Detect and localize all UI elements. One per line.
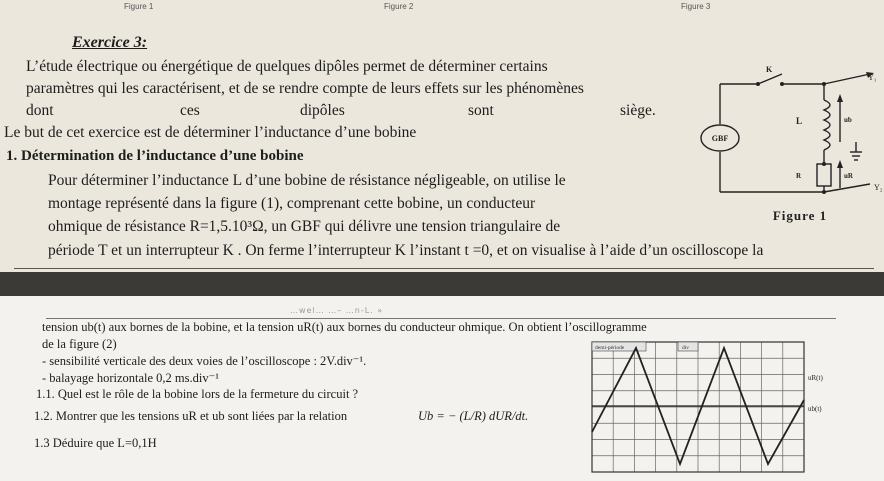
figure1-coil-label: L (796, 116, 803, 126)
exercise-title: Exercice 3: (72, 34, 148, 51)
page-bottom-rule (14, 268, 874, 269)
figure1-top-label: Figure 1 (124, 2, 154, 11)
intro-line-3-word-2: ces (180, 102, 200, 119)
trace-label-ur: uR(t) (808, 374, 823, 382)
intro-line-3-word-5: siège. (620, 102, 656, 119)
figure1-caption: Figure 1 (772, 208, 828, 223)
p2-line-6: 1.2. Montrer que les tensions uR et ub sont liées par la relation (34, 409, 348, 423)
intro-line-3-word-1: dont (26, 102, 54, 119)
figure1-switch-label: K (766, 65, 773, 74)
intro-line-1: L’étude électrique ou énergétique de quelques dipôles permet de déterminer certains (26, 58, 548, 75)
figure1-y2-label: Y₂ (874, 183, 883, 192)
body-line-2: montage représenté dans la figure (1), comprenant cette bobine, un conducteur (48, 195, 536, 212)
relation-formula: Ub = − (L/R) dUR/dt. (418, 409, 529, 423)
intro-line-3-word-3: dipôles (300, 102, 345, 119)
scope-label-top: div (682, 345, 690, 351)
body-line-3: ohmique de résistance R=1,5.10³Ω, un GBF qui délivre une tension triangulaire de (48, 218, 561, 235)
p2-line-3: - sensibilité verticale des deux voies de l’oscilloscope : 2V.div⁻¹. (42, 354, 367, 368)
intro-line-3-word-4: sont (468, 102, 494, 119)
figure3-top-label: Figure 3 (681, 2, 711, 11)
trace-label-ub: ub(t) (808, 405, 822, 413)
intro-line-4: Le but de cet exercice est de déterminer l’inductance d’une bobine (4, 124, 417, 141)
p2-line-7: 1.3 Déduire que L=0,1H (34, 436, 157, 450)
scope-label-top-left: demi-période (595, 345, 625, 351)
p2-line-2: de la figure (2) (42, 337, 117, 351)
page-bottom-sheet (0, 296, 884, 481)
body-line-4: période T et un interrupteur K . On ferme l’interrupteur K l’instant t =0, et on visualise à l’aide d’un oscilloscope la (48, 242, 764, 259)
body-line-1: Pour déterminer l’inductance L d’une bobine de résistance négligeable, on utilise le (48, 172, 566, 189)
faded-header-text: …wel… …– …n-L. » (290, 306, 384, 315)
figure1-ur-label: uR (844, 172, 853, 180)
header-rule (46, 318, 836, 319)
figure1-gbf-label: GBF (711, 134, 729, 143)
figure1-circuit-diagram (690, 52, 884, 224)
figure2-oscillogram (590, 340, 840, 478)
intro-line-2: paramètres qui les caractérisent, et de se rendre compte de leurs effets sur les phénomènes (26, 80, 584, 97)
p2-line-1: tension ub(t) aux bornes de la bobine, et la tension uR(t) aux bornes du conducteur ohmique. On obtient l’oscillogramme (42, 320, 647, 334)
figure1-ub-label: ub (844, 116, 852, 124)
figure2-top-label: Figure 2 (384, 2, 414, 11)
figure1-y1-label: Y₁ (868, 73, 877, 82)
p2-line-4: - balayage horizontale 0,2 ms.div⁻¹ (42, 371, 219, 385)
section-title: 1. Détermination de l’inductance d’une bobine (6, 148, 304, 164)
figure1-resistor-label: R (796, 172, 802, 180)
p2-line-5: 1.1. Quel est le rôle de la bobine lors de la fermeture du circuit ? (36, 387, 359, 401)
